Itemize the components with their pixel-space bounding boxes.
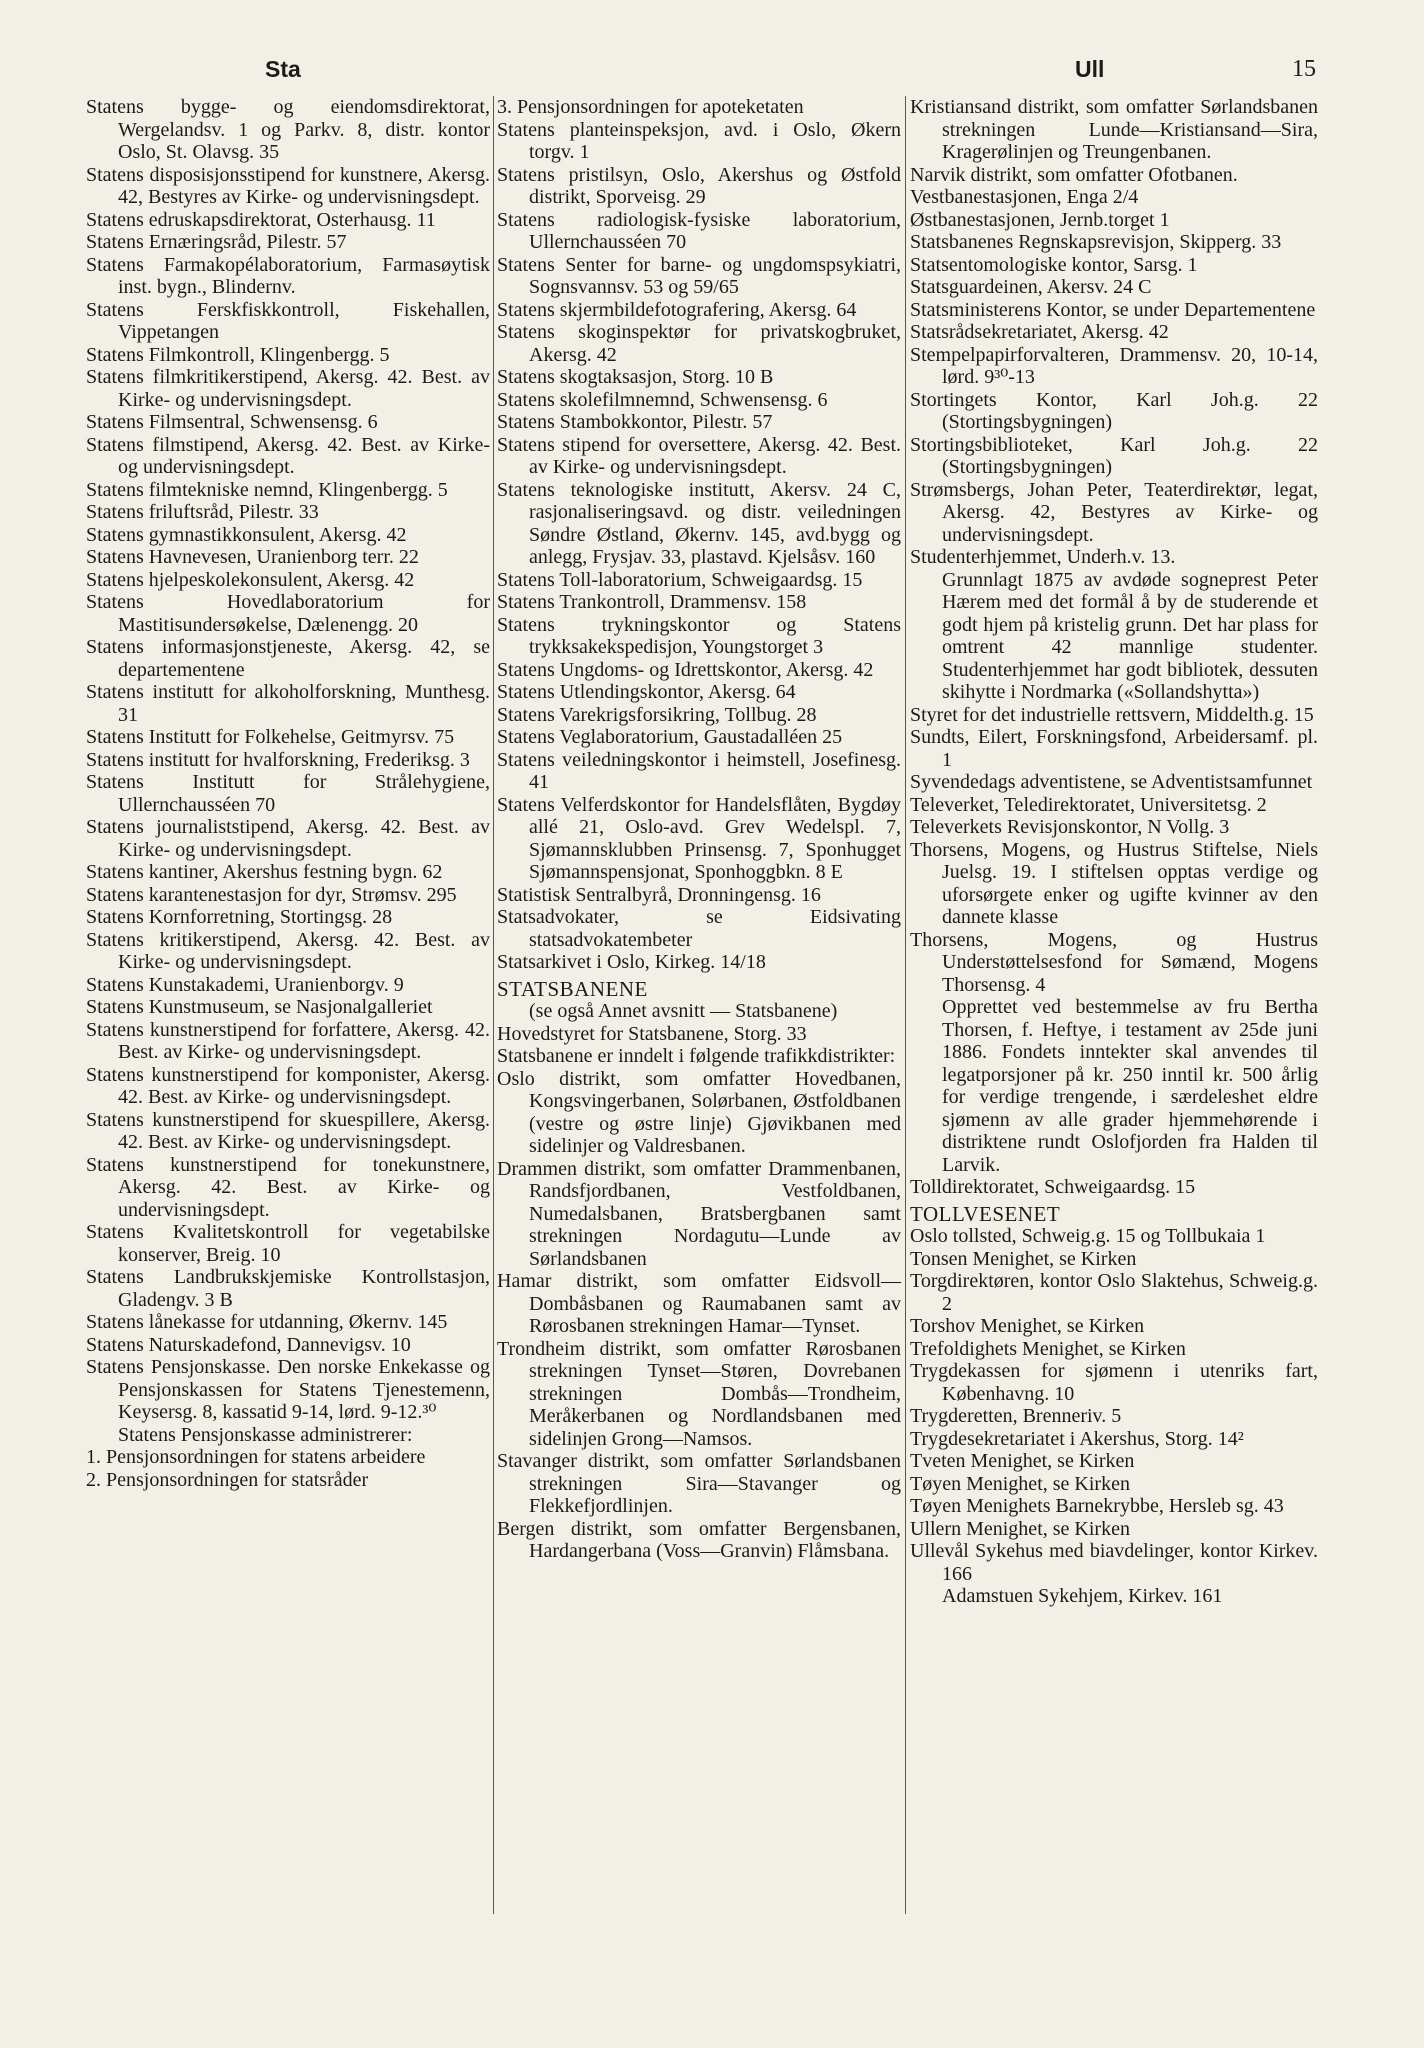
directory-entry: Tonsen Menighet, se Kirken — [910, 1247, 1137, 1270]
directory-entry: Statens institutt for alkoholforskning, Munthesg. 31 — [86, 681, 490, 726]
directory-entry: Thorsens, Mogens, og Hustrus Understøttelsesfond for Sømænd, Mogens Thorsensg. 4 — [910, 928, 1318, 996]
directory-entry: Trondheim distrikt, som omfatter Rørosbanen strekningen Tynset—Støren, Dovrebanen strekningen Dombås—Trondheim, Meråkerbanen og Nordlandsbanen med sidelinjen Grong—Namsos. — [497, 1337, 901, 1450]
directory-entry: Statens filmstipend, Akersg. 42. Best. av Kirke- og undervisningsdept. — [86, 433, 490, 478]
column-1 — [86, 96, 490, 1491]
directory-entry: Statens kantiner, Akershus festning bygn. 62 — [86, 861, 443, 883]
directory-entry: Statens skoginspektør for privatskogbruket, Akersg. 42 — [497, 321, 901, 366]
directory-entry: Statens Filmkontroll, Klingenbergg. 5 — [86, 343, 390, 366]
directory-entry: Statens Hovedlaboratorium for Mastitisundersøkelse, Dælenengg. 20 — [86, 591, 490, 636]
directory-entry: Statsministerens Kontor, se under Departementene — [910, 298, 1316, 321]
directory-entry: Statsbanenes Regnskapsrevisjon, Skipperg. 33 — [910, 231, 1282, 253]
directory-entry: Tveten Menighet, se Kirken — [910, 1450, 1135, 1472]
directory-entry: Statens Havnevesen, Uranienborg terr. 22 — [86, 546, 419, 568]
directory-entry: Tøyen Menighet, se Kirken — [910, 1472, 1130, 1495]
directory-entry: Kristiansand distrikt, som omfatter Sørlandsbanen strekningen Lunde—Kristiansand—Sira, Kragerølinjen og Treungenbanen. — [910, 96, 1318, 163]
directory-entry: Oslo tollsted, Schweig.g. 15 og Tollbukaia 1 — [910, 1225, 1266, 1247]
directory-entry: Statens Varekrigsforsikring, Tollbug. 28 — [497, 703, 817, 726]
directory-entry: Statens filmtekniske nemnd, Klingenbergg. 5 — [86, 478, 448, 501]
directory-entry: Statens disposisjonsstipend for kunstnere, Akersg. 42, Bestyres av Kirke- og undervisningsdept. — [86, 163, 490, 208]
directory-entry: Statens kritikerstipend, Akersg. 42. Best. av Kirke- og undervisningsdept. — [86, 928, 490, 973]
directory-entry: Statens Institutt for Strålehygiene, Ullernchausséen 70 — [86, 771, 490, 816]
directory-entry: Torshov Menighet, se Kirken — [910, 1315, 1145, 1337]
directory-entry: Opprettet ved bestemmelse av fru Bertha Thorsen, f. Heftye, i testament av 25de juni 1886. Fondets inntekter skal anvendes til legatporsjoner på kr. 250 inntil kr. 500 årlig for verdige trengende, i særdeleshet eldre sjømenn av alle grader hjemmehørende i distriktene rundt Oslofjorden fra Halden til Larvik. — [942, 996, 1318, 1176]
directory-entry: Syvendedags adventistene, se Adventistsamfunnet — [910, 771, 1313, 793]
directory-entry: Statens Naturskadefond, Dannevigsv. 10 — [86, 1333, 411, 1356]
directory-entry: Stortingets Kontor, Karl Joh.g. 22 (Stortingsbygningen) — [910, 388, 1318, 433]
directory-entry: Studenterhjemmet, Underh.v. 13. — [910, 546, 1176, 568]
directory-entry: Statens kunstnerstipend for komponister, Akersg. 42. Best. av Kirke- og undervisningsdept. — [86, 1063, 490, 1108]
directory-entry: Statens Kornforretning, Stortingsg. 28 — [86, 906, 393, 928]
directory-entry: Statsadvokater, se Eidsivating statsadvokatembeter — [497, 906, 901, 951]
directory-entry: Styret for det industrielle rettsvern, Middelth.g. 15 — [910, 703, 1314, 726]
page-number: 15 — [1292, 56, 1316, 82]
directory-entry: Statens Ferskfiskkontroll, Fiskehallen, Vippetangen — [86, 298, 490, 343]
directory-entry: Televerket, Teledirektoratet, Universitetsg. 2 — [910, 793, 1267, 816]
directory-entry: Stortingsbiblioteket, Karl Joh.g. 22 (Stortingsbygningen) — [910, 433, 1318, 478]
header-right-keyword: Ull — [1075, 56, 1105, 82]
directory-entry: Trygderetten, Brenneriv. 5 — [910, 1405, 1122, 1427]
directory-entry: Statens Filmsentral, Schwensensg. 6 — [86, 411, 378, 433]
directory-entry: Sundts, Eilert, Forskningsfond, Arbeidersamf. pl. 1 — [910, 726, 1318, 771]
directory-entry: Statens gymnastikkonsulent, Akersg. 42 — [86, 523, 407, 546]
directory-entry: Statens Ungdoms- og Idrettskontor, Akersg. 42 — [497, 658, 874, 681]
directory-entry: 3. Pensjonsordningen for apoteketaten — [497, 96, 804, 118]
directory-entry: Statens Toll-laboratorium, Schweigaardsg. 15 — [497, 568, 863, 591]
directory-entry: Statens institutt for hvalforskning, Frederiksg. 3 — [86, 748, 470, 771]
directory-entry: Statens teknologiske institutt, Akersv. 24 C, rasjonaliseringsavd. og distr. veiledningen Søndre Østland, Økernv. 145, avd.bygg og anlegg, Frysjav. 33, plastavd. Kjelsåsv. 160 — [497, 478, 901, 568]
directory-entry: Grunnlagt 1875 av avdøde sogneprest Peter Hærem med det formål å by de studerende et godt hjem på kristelig grunn. Det har plass for omtrent 42 mannlige studenter. Studenterhjemmet har godt bibliotek, dessuten skihytte i Nordmarka («Sollandshytta») — [942, 568, 1318, 703]
directory-entry: Tøyen Menighets Barnekrybbe, Hersleb sg. 43 — [910, 1495, 1284, 1517]
directory-entry: Statens bygge- og eiendomsdirektorat, Wergelandsv. 1 og Parkv. 8, distr. kontor Oslo, St. Olavsg. 35 — [86, 96, 490, 163]
directory-entry: Ullern Menighet, se Kirken — [910, 1517, 1130, 1540]
directory-entry: Statsarkivet i Oslo, Kirkeg. 14/18 — [497, 951, 766, 973]
directory-entry: Statens Kunstmuseum, se Nasjonalgalleriet — [86, 996, 433, 1018]
directory-entry: Televerkets Revisjonskontor, N Vollg. 3 — [910, 816, 1230, 838]
directory-entry: Statens trykningskontor og Statens trykksakekspedisjon, Youngstorget 3 — [497, 613, 901, 658]
directory-entry: Strømsbergs, Johan Peter, Teaterdirektør, legat, Akersg. 42, Bestyres av Kirke- og undervisningsdept. — [910, 478, 1318, 546]
directory-entry: Vestbanestasjonen, Enga 2/4 — [910, 186, 1139, 208]
directory-entry: Statens hjelpeskolekonsulent, Akersg. 42 — [86, 568, 415, 591]
directory-entry: Statens radiologisk-fysiske laboratorium, Ullernchausséen 70 — [497, 208, 901, 253]
directory-entry: Stempelpapirforvalteren, Drammensv. 20, 10-14, lørd. 9³⁰-13 — [910, 343, 1318, 388]
directory-entry: Statens kunstnerstipend for skuespillere, Akersg. 42. Best. av Kirke- og undervisningsdept. — [86, 1108, 490, 1153]
directory-entry: Statens Senter for barne- og ungdomspsykiatri, Sognsvannsv. 53 og 59/65 — [497, 253, 901, 298]
directory-entry: Statens journaliststipend, Akersg. 42. Best. av Kirke- og undervisningsdept. — [86, 816, 490, 861]
column-3 — [910, 96, 1318, 1608]
directory-entry: Statsbanene er inndelt i følgende trafikkdistrikter: — [497, 1045, 896, 1067]
directory-entry: Statens lånekasse for utdanning, Økernv. 145 — [86, 1311, 448, 1333]
directory-entry: Statens Kunstakademi, Uranienborgv. 9 — [86, 973, 404, 996]
directory-entry: 1. Pensjonsordningen for statens arbeidere — [86, 1446, 426, 1468]
directory-entry: Statsrådsekretariatet, Akersg. 42 — [910, 321, 1169, 343]
directory-entry: Statens planteinspeksjon, avd. i Oslo, Økern torgv. 1 — [497, 118, 901, 163]
directory-entry: Statens filmkritikerstipend, Akersg. 42. Best. av Kirke- og undervisningsdept. — [86, 366, 490, 411]
directory-entry: Statens Utlendingskontor, Akersg. 64 — [497, 681, 796, 703]
column-divider — [905, 96, 906, 1914]
directory-entry: Statsguardeinen, Akersv. 24 C — [910, 276, 1152, 298]
directory-entry: Statens skolefilmnemnd, Schwensensg. 6 — [497, 388, 828, 411]
directory-entry: Statistisk Sentralbyrå, Dronningensg. 16 — [497, 883, 821, 906]
directory-entry: Statens Trankontroll, Drammensv. 158 — [497, 591, 807, 613]
directory-entry: Torgdirektøren, kontor Oslo Slaktehus, Schweig.g. 2 — [910, 1270, 1318, 1315]
section-heading: TOLLVESENET — [910, 1201, 1061, 1226]
column-divider — [493, 96, 494, 1914]
directory-entry: Statens Kvalitetskontroll for vegetabilske konserver, Breig. 10 — [86, 1221, 490, 1266]
directory-entry: Statens Pensjonskasse administrerer: — [118, 1423, 413, 1446]
directory-entry: 2. Pensjonsordningen for statsråder — [86, 1468, 369, 1491]
directory-entry: Adamstuen Sykehjem, Kirkev. 161 — [942, 1585, 1223, 1607]
header-left-keyword: Sta — [265, 56, 301, 82]
directory-entry: Tolldirektoratet, Schweigaardsg. 15 — [910, 1176, 1196, 1198]
directory-entry: Statens Ernæringsråd, Pilestr. 57 — [86, 231, 347, 253]
directory-entry: Statens skogtaksasjon, Storg. 10 B — [497, 366, 774, 388]
directory-entry: Bergen distrikt, som omfatter Bergensbanen, Hardangerbana (Voss—Granvin) Flåmsbana. — [497, 1517, 901, 1562]
directory-entry: Statens Pensjonskasse. Den norske Enkekasse og Pensjonskassen for Statens Tjenestemenn, Keysersg. 8, kassatid 9-14, lørd. 9-12.³⁰ — [86, 1356, 490, 1423]
directory-entry: Statens pristilsyn, Oslo, Akershus og Østfold distrikt, Sporveisg. 29 — [497, 163, 901, 208]
directory-entry: Østbanestasjonen, Jernb.torget 1 — [910, 208, 1170, 231]
directory-entry: Statens informasjonstjeneste, Akersg. 42, se departementene — [86, 636, 490, 681]
directory-entry: Oslo distrikt, som omfatter Hovedbanen, Kongsvingerbanen, Solørbanen, Østfoldbanen (vestre og østre linje) Gjøvikbanen med sidelinjer og Valdresbanen. — [497, 1067, 901, 1157]
directory-entry: Statens Veglaboratorium, Gaustadalléen 25 — [497, 726, 843, 748]
directory-entry: Drammen distrikt, som omfatter Drammenbanen, Randsfjordbanen, Vestfoldbanen, Numedalsbanen, Bratsbergbanen samt strekningen Nordagutu—Lunde av Sørlandsbanen — [497, 1157, 901, 1270]
directory-entry: Trygdesekretariatet i Akershus, Storg. 14² — [910, 1427, 1244, 1450]
directory-entry: Statens Stambokkontor, Pilestr. 57 — [497, 411, 773, 433]
directory-entry: Statens karantenestasjon for dyr, Strømsv. 295 — [86, 883, 457, 906]
directory-entry: Statens edruskapsdirektorat, Osterhausg. 11 — [86, 208, 436, 231]
directory-entry: Hovedstyret for Statsbanene, Storg. 33 — [497, 1022, 807, 1045]
directory-entry: Statens friluftsråd, Pilestr. 33 — [86, 501, 319, 523]
directory-entry: Statens Velferdskontor for Handelsflåten, Bygdøy allé 21, Oslo-avd. Grev Wedelspl. 7, Sjømannsklubben Prinsensg. 7, Sponhugget Sjømannspensjonat, Sponhoggbkn. 8 E — [497, 793, 901, 883]
directory-entry: Statens Farmakopélaboratorium, Farmasøytisk inst. bygn., Blindernv. — [86, 253, 490, 298]
section-heading: STATSBANENE — [497, 976, 648, 1001]
directory-entry: Statens skjermbildefotografering, Akersg. 64 — [497, 298, 857, 321]
directory-entry: Statsentomologiske kontor, Sarsg. 1 — [910, 253, 1198, 276]
directory-entry: Statens kunstnerstipend for tonekunstnere, Akersg. 42. Best. av Kirke- og undervisningsdept. — [86, 1153, 490, 1221]
directory-entry: Statens Institutt for Folkehelse, Geitmyrsv. 75 — [86, 726, 455, 748]
directory-entry: Statens kunstnerstipend for forfattere, Akersg. 42. Best. av Kirke- og undervisningsdept. — [86, 1018, 490, 1063]
directory-entry: Hamar distrikt, som omfatter Eidsvoll—Dombåsbanen og Raumabanen samt av Rørosbanen strekningen Hamar—Tynset. — [497, 1270, 901, 1337]
column-2 — [497, 96, 901, 1563]
directory-entry: Trygdekassen for sjømenn i utenriks fart, Københavng. 10 — [910, 1360, 1318, 1405]
directory-entry: Statens Landbrukskjemiske Kontrollstasjon, Gladengv. 3 B — [86, 1266, 490, 1311]
directory-entry: Trefoldighets Menighet, se Kirken — [910, 1337, 1186, 1360]
directory-entry: (se også Annet avsnitt — Statsbanene) — [529, 1000, 838, 1022]
directory-entry: Statens stipend for oversettere, Akersg. 42. Best. av Kirke- og undervisningsdept. — [497, 433, 901, 478]
directory-entry: Statens veiledningskontor i heimstell, Josefinesg. 41 — [497, 748, 901, 793]
directory-entry: Narvik distrikt, som omfatter Ofotbanen. — [910, 163, 1238, 186]
directory-entry: Thorsens, Mogens, og Hustrus Stiftelse, Niels Juelsg. 19. I stiftelsen opptas verdige og uforsørgete enker og ugifte kvinner av den dannete klasse — [910, 838, 1318, 928]
directory-entry: Ullevål Sykehus med biavdelinger, kontor Kirkev. 166 — [910, 1540, 1318, 1585]
directory-entry: Stavanger distrikt, som omfatter Sørlandsbanen strekningen Sira—Stavanger og Flekkefjordlinjen. — [497, 1450, 901, 1517]
